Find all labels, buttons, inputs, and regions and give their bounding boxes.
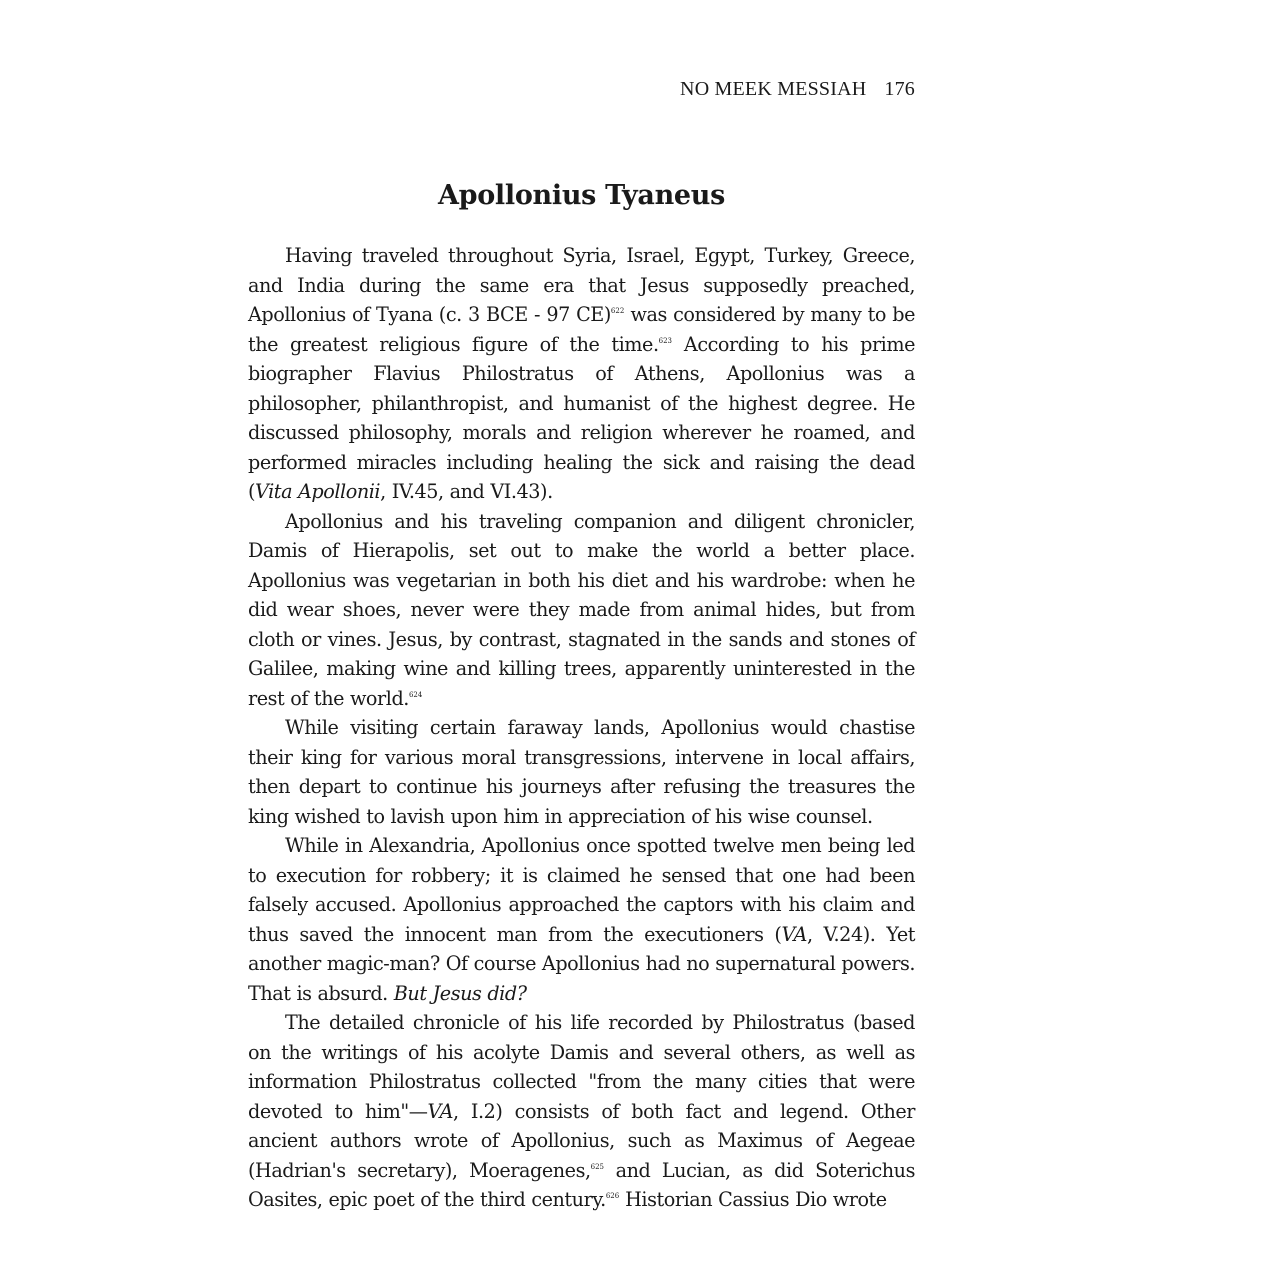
page-number: 176 [884, 78, 915, 100]
paragraph-text: , V.24). Yet another magic-man? Of course Apollonius had no supernatural powers. That is absurd. [248, 922, 915, 1005]
italic-emphasis: But Jesus did? [393, 981, 527, 1005]
italic-citation: Vita Apollonii [255, 480, 381, 503]
paragraph-text: Historian Cassius Dio wrote [619, 1188, 887, 1211]
paragraph-text: , I.2) consists of both fact and legend. Other ancient authors wrote of Apollonius, such as Maximus of Aegeae (Hadrian's secretary), Moeragenes, [248, 1099, 915, 1182]
paragraph-text: Having traveled throughout Syria, Israel, Egypt, Turkey, Greece, and India during the same era that Jesus supposedly preached, Apollonius of Tyana (c. 3 BCE - 97 CE) [248, 244, 915, 326]
paragraph-2 [248, 507, 915, 714]
paragraph-text: and Lucian, as did Soterichus Oasites, epic poet of the third century. [248, 1158, 915, 1211]
paragraph-4 [248, 831, 915, 1008]
paragraph-text: While visiting certain faraway lands, Apollonius would chastise their king for various moral transgressions, intervene in local affairs, then depart to continue his journeys after refusing the treasures the king wished to lavish upon him in appreciation of his wise counsel. [248, 716, 915, 828]
footnote-marker: 624 [408, 690, 423, 699]
paragraph-text: was considered by many to be the greatest religious figure of the time. [248, 303, 916, 356]
paragraph-text: The detailed chronicle of his life recorded by Philostratus (based on the writings of his acolyte Damis and several others, as well as information Philostratus collected "from the many cities that were devoted to him"— [248, 1011, 915, 1123]
italic-citation: VA [427, 1099, 453, 1123]
body-text [248, 241, 915, 1215]
italic-citation: VA [781, 922, 807, 946]
paragraph-text: , IV.45, and VI.43). [380, 480, 553, 503]
paragraph-text: While in Alexandria, Apollonius once spotted twelve men being led to execution for robbery; it is claimed he sensed that one had been falsely accused. Apollonius approached the captors with his claim and thus saved the innocent man from the executioners ( [248, 834, 915, 946]
footnote-marker: 622 [610, 307, 625, 315]
footnote-marker: 625 [590, 1162, 604, 1171]
paragraph-5 [248, 1008, 915, 1215]
footnote-marker: 623 [658, 336, 672, 345]
running-header-book-title: NO MEEK MESSIAH [680, 78, 867, 100]
paragraph-text: According to his prime biographer Flavius Philostratus of Athens, Apollonius was a philosopher, philanthropist, and humanist of the highest degree. He discussed philosophy, morals and religion wherever he roamed, and performed miracles including healing the sick and raising the dead ( [248, 332, 916, 503]
footnote-marker: 626 [605, 1192, 620, 1200]
paragraph-3 [248, 713, 915, 831]
paragraph-1 [248, 241, 915, 507]
chapter-title: Apollonius Tyaneus [437, 180, 726, 211]
paragraph-text: Apollonius and his traveling companion and diligent chronicler, Damis of Hierapolis, set out to make the world a better place. Apollonius was vegetarian in both his diet and his wardrobe: when he did wear shoes, never were they made from animal hides, but from cloth or vines. Jesus, by contrast, stagnated in the sands and stones of Galilee, making wine and killing trees, apparently uninterested in the rest of the world. [248, 509, 915, 710]
running-header [248, 78, 915, 101]
